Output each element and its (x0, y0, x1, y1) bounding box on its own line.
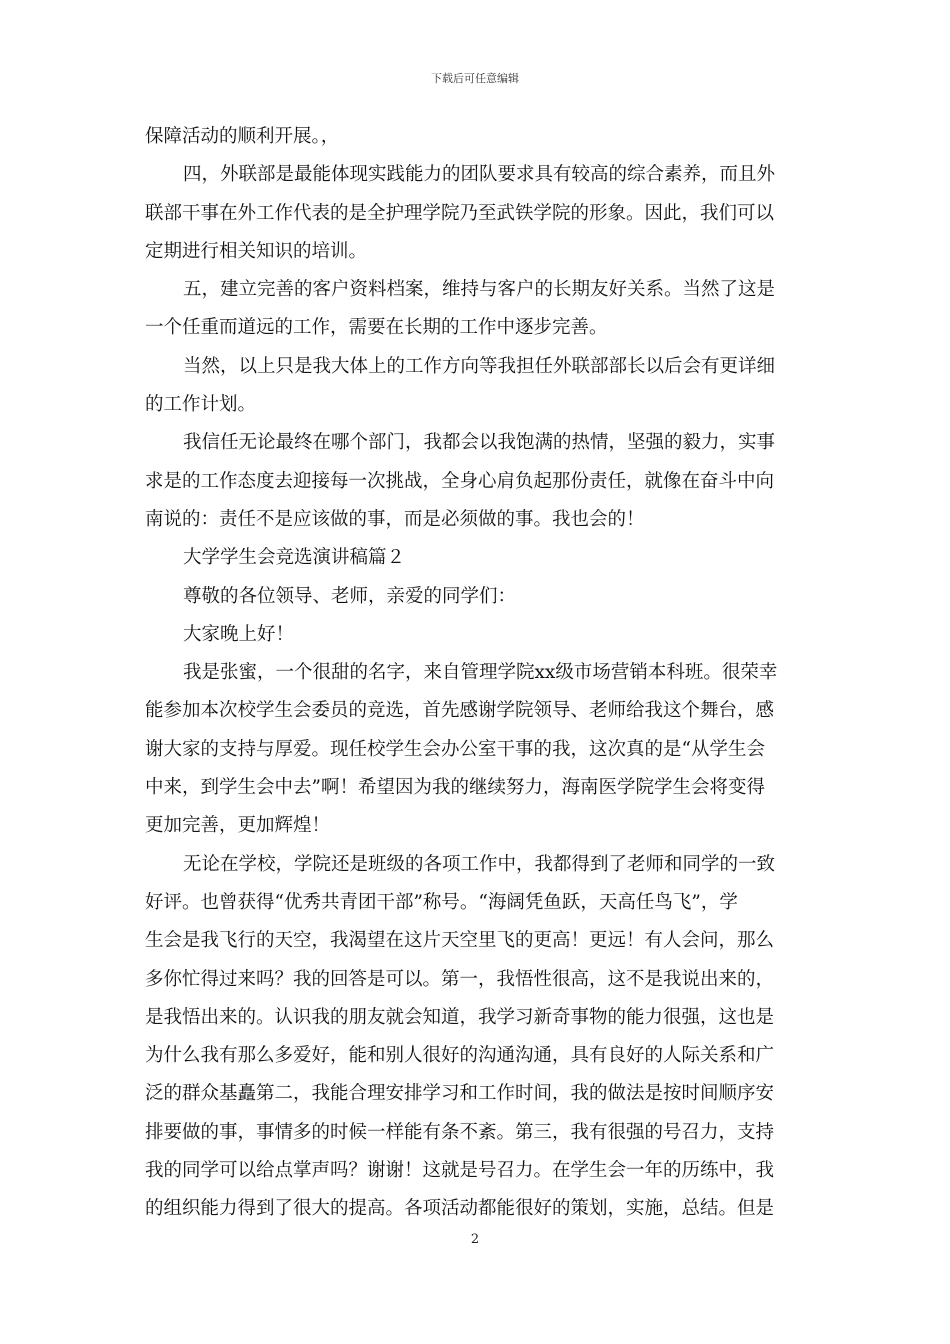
text-line: 好评。也曾获得“优秀共青团干部”称号。“海阔凭鱼跃，天高任鸟飞”，学 (145, 891, 738, 913)
text-line: 一个任重而道远的工作，需要在长期的工作中逐步完善。 (145, 317, 608, 339)
text-line: 的工作计划。 (145, 394, 257, 416)
text-line: 为什么我有那么多爱好，能和别人很好的沟通沟通，具有良好的人际关系和广 (145, 1045, 775, 1067)
text-line: 中来，到学生会中去”啊！希望因为我的继续努力，海南医学院学生会将变得 (145, 777, 765, 799)
text-line: 的组织能力得到了很大的提高。各项活动都能很好的策划，实施，总结。但是 (145, 1198, 775, 1220)
text-line: 更加完善，更加辉煌！ (145, 815, 331, 837)
text-line: 保障活动的顺利开展。， (145, 126, 340, 147)
text-line: 我的同学可以给点掌声吗？谢谢！这就是号召力。在学生会一年的历练中，我 (145, 1160, 775, 1182)
text-line: 多你忙得过来吗？我的回答是可以。第一，我悟性很高，这不是我说出来的， (145, 968, 775, 990)
text-line: 四，外联部是最能体现实践能力的团队要求具有较高的综合素养，而且外 (183, 164, 776, 186)
page-header: 下载后可任意编辑 (431, 72, 519, 85)
text-line: 我信任无论最终在哪个部门，我都会以我饱满的热情，坚强的毅力，实事 (183, 432, 776, 454)
text-line: 求是的工作态度去迎接每一次挑战，全身心肩负起那份责任，就像在奋斗中向 (145, 470, 775, 492)
page-number: 2 (470, 1232, 480, 1247)
text-line: 尊敬的各位领导、老师，亲爱的同学们： (183, 585, 517, 607)
text-line: 南说的：责任不是应该做的事，而是必须做的事。我也会的！ (145, 508, 645, 530)
text-line: 联部干事在外工作代表的是全护理学院乃至武铁学院的形象。因此，我们可以 (145, 202, 775, 224)
text-line: 无论在学校，学院还是班级的各项工作中，我都得到了老师和同学的一致 (183, 853, 776, 875)
text-line: 我是张蜜，一个很甜的名字，来自管理学院xx级市场营销本科班。很荣幸 (183, 662, 778, 684)
text-line: 当然，以上只是我大体上的工作方向等我担任外联部部长以后会有更详细 (183, 355, 776, 377)
text-line: 生会是我飞行的天空，我渴望在这片天空里飞的更高！更远！有人会问，那么 (145, 930, 775, 952)
text-line: 谢大家的支持与厚爱。现任校学生会办公室干事的我，这次真的是“从学生会 (145, 738, 765, 760)
text-line: 大家晚上好！ (183, 623, 295, 645)
text-line: 是我悟出来的。认识我的朋友就会知道，我学习新奇事物的能力很强，这也是 (145, 1006, 775, 1028)
section-heading: 大学学生会竞选演讲稿篇２ (183, 547, 406, 569)
text-line: 能参加本次校学生会委员的竞选，首先感谢学院领导、老师给我这个舞台，感 (145, 700, 775, 722)
text-line: 定期进行相关知识的培训。 (145, 240, 368, 262)
text-line: 泛的群众基矗第二，我能合理安排学习和工作时间，我的做法是按时间顺序安 (145, 1083, 775, 1105)
text-line: 五，建立完善的客户资料档案，维持与客户的长期友好关系。当然了这是 (183, 279, 776, 301)
text-line: 排要做的事，事情多的时候一样能有条不紊。第三，我有很强的号召力，支持 (145, 1121, 775, 1143)
document-body (145, 118, 809, 1229)
